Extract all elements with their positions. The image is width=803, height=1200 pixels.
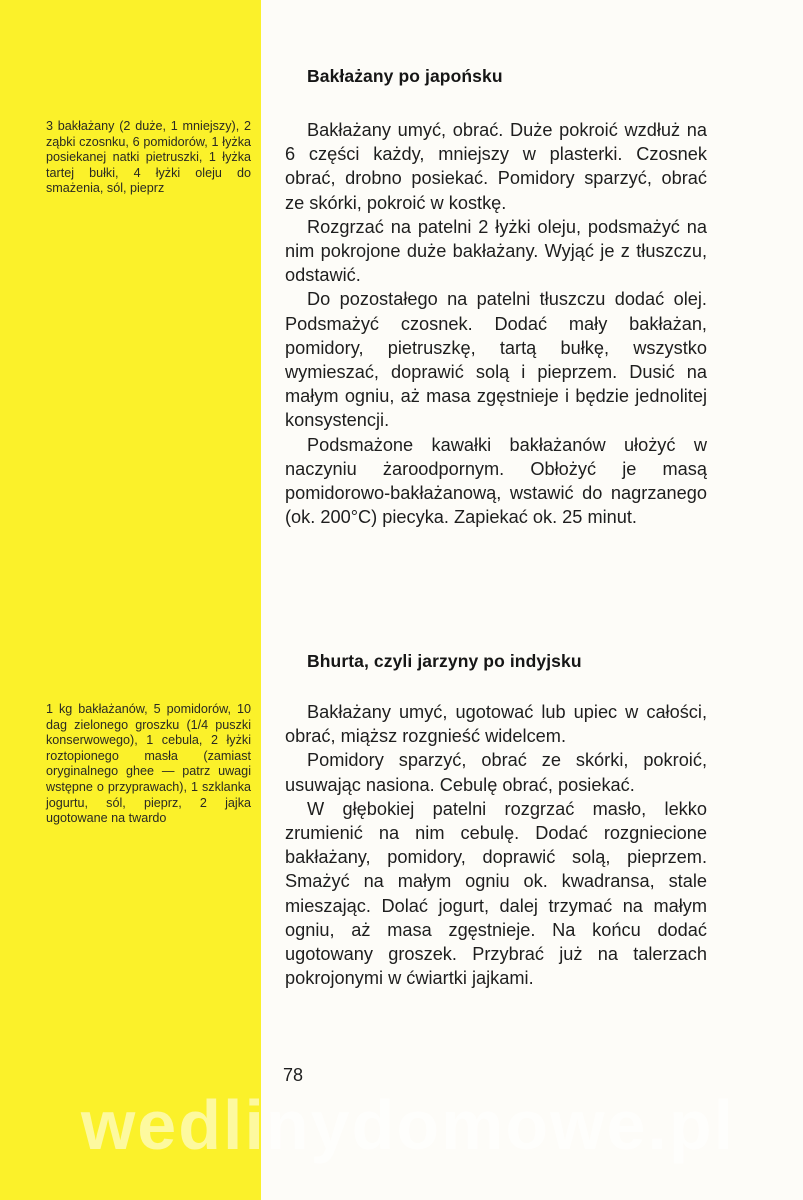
recipe-instructions-2 [285, 700, 707, 990]
watermark: wedlinydomowe.pl [80, 1086, 736, 1164]
recipe-title-1: Bakłażany po japońsku [307, 66, 503, 86]
instruction-paragraph: W głębokiej patelni rozgrzać masło, lekko zrumienić na nim cebulę. Dodać rozgniecione bakłażany, pomidory, doprawić solą, pieprzem. Smażyć na małym ogniu ok. kwadransa, stale mieszając. Dolać jogurt, dalej trzymać na małym ogniu, aż masa zgęstnieje. Na końcu dodać ugotowany groszek. Przybrać już na talerzach pokrojonymi w ćwiartki jajkami. [285, 798, 707, 989]
ingredients-list-1: 3 bakłażany (2 duże, 1 mniejszy), 2 ząbki czosnku, 6 pomidorów, 1 łyżka posiekanej natki pietruszki, 1 łyżka tartej bułki, 4 łyżki oleju do smażenia, sól, pieprz [46, 119, 251, 196]
instruction-paragraph: Bakłażany umyć, ugotować lub upiec w całości, obrać, miąższ rozgnieść widelcem. [285, 702, 707, 747]
ingredients-list-2: 1 kg bakłażanów, 5 pomidorów, 10 dag zielonego groszku (1/4 puszki konserwowego), 1 cebula, 2 łyżki roztopionego masła (zamiast oryginalnego ghee — patrz uwagi wstępne o przyprawach), 1 szklanka jogurtu, sól, pieprz, 2 jajka ugotowane na twardo [46, 702, 251, 826]
instruction-paragraph: Podsmażone kawałki bakłażanów ułożyć w naczyniu żaroodpornym. Obłożyć je masą pomidorowo-bakłażanową, wstawić do nagrzanego (ok. 200°C) piecyka. Zapiekać ok. 25 minut. [285, 434, 707, 528]
recipe-instructions-1 [285, 118, 707, 529]
instruction-paragraph: Pomidory sparzyć, obrać ze skórki, pokroić, usuwając nasiona. Cebulę obrać, posiekać. [285, 750, 707, 795]
page-number: 78 [283, 1065, 304, 1085]
instruction-paragraph: Bakłażany umyć, obrać. Duże pokroić wzdłuż na 6 części każdy, mniejszy w plasterki. Czosnek obrać, drobno posiekać. Pomidory sparzyć, obrać ze skórki, pokroić w kostkę. [285, 120, 707, 213]
instruction-paragraph: Do pozostałego na patelni tłuszczu dodać olej. Podsmażyć czosnek. Dodać mały bakłażan, pomidory, pietruszkę, tartą bułkę, wszystko wymieszać, doprawić solą i pieprzem. Dusić na małym ogniu, aż masa zgęstnieje i będzie jednolitej konsystencji. [285, 289, 707, 431]
instruction-paragraph: Rozgrzać na patelni 2 łyżki oleju, podsmażyć na nim pokrojone duże bakłażany. Wyjąć je z tłuszczu, odstawić. [285, 216, 707, 286]
recipe-title-2: Bhurta, czyli jarzyny po indyjsku [307, 651, 582, 671]
